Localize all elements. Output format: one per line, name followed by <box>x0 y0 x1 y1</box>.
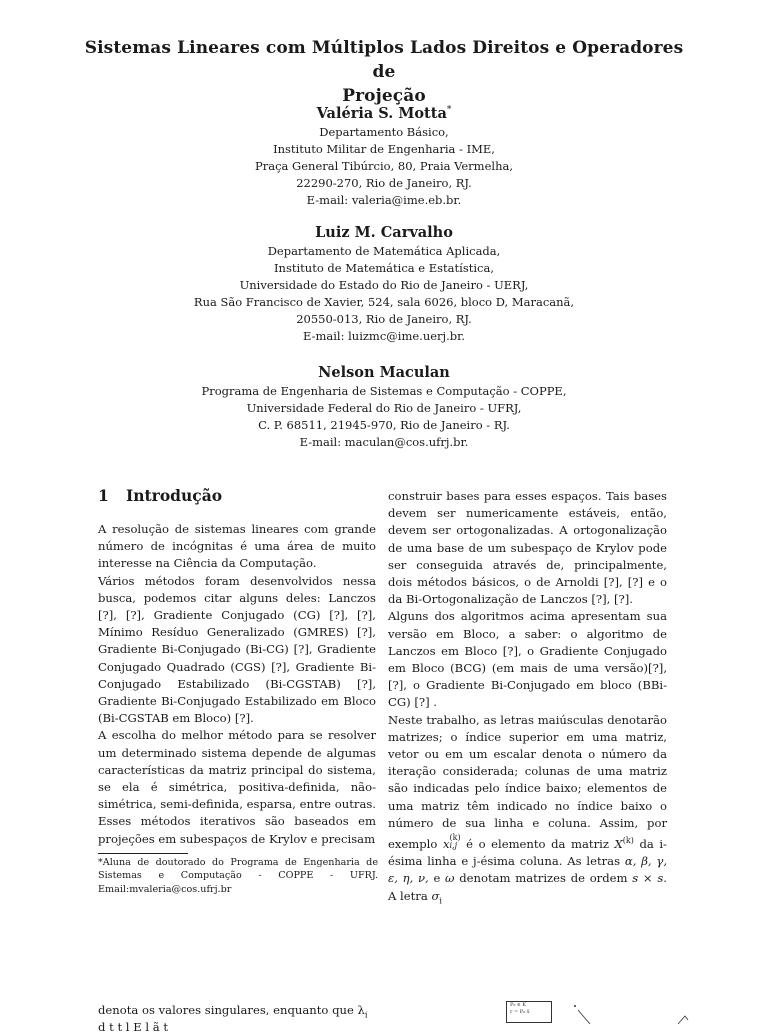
author-name: Valéria S. Motta* <box>316 104 452 122</box>
next-page-text-line: denota os valores singulares, enquanto que $\lambda_i$ <box>98 1003 368 1020</box>
paragraph: A escolha do melhor método para se resolver um determinado sistema depende de algumas características da matriz principal do sistema, se ela é simétrica, positiva-definida, não-simétrica, semi-definida, esparsa, entre outras. Esses métodos iterativos são baseados em projeções em subespaços de Krylov e precisam <box>98 728 376 846</box>
author-block-motta <box>120 100 648 209</box>
author-name: Nelson Maculan <box>318 364 450 381</box>
next-page-figure-box: P₀ ∈ K r = P₀ x̂ <box>506 1001 552 1023</box>
footnote-rule <box>98 853 188 854</box>
footnote: *Aluna de doutorado do Programa de Engenharia de Sistemas e Computação - COPPE - UFRJ. Email:mvaleria@cos.ufrj.br <box>98 857 378 895</box>
paragraph: Alguns dos algoritmos acima apresentam sua versão em Bloco, a saber: o algoritmo de Lanczos em Bloco [?], o Gradiente Conjugado em Bloco (BCG) (em mais de uma versão)[?], [?], o Gradiente Bi-Conjugado em bloco (BBi-CG) [?] . <box>388 609 667 710</box>
next-page-figure-lines <box>560 994 700 1024</box>
author-affiliation: Departamento Básico, Instituto Militar de Engenharia - IME, Praça General Tibúrcio, 80, Praia Vermelha, 22290-270, Rio de Janeiro, RJ. E-mail: valeria@ime.eb.br. <box>255 124 513 207</box>
section-heading <box>98 486 222 505</box>
section-number: 1 <box>98 486 109 505</box>
author-block-maculan <box>120 363 648 451</box>
section-title: Introdução <box>126 486 223 505</box>
paragraph: construir bases para esses espaços. Tais bases devem ser numericamente estáveis, então, devem ser ortogonalizadas. A ortogonalização de uma base de um subespaço de Krylov pode ser conseguida através de, principalmente, dois métodos básicos, o de Arnoldi [?], [?] e o da Bi-Ortogonalização de Lanczos [?], [?]. <box>388 489 667 607</box>
author-block-carvalho <box>120 223 648 345</box>
paragraph: A resolução de sistemas lineares com grande número de incógnitas é uma área de muito interesse na Ciência da Computação. <box>98 522 376 571</box>
title-line-1: Sistemas Lineares com Múltiplos Lados Direitos e Operadores de <box>84 38 684 82</box>
title-line-2: Projeção <box>342 86 426 106</box>
right-column <box>388 488 667 909</box>
next-page-text-line-cut: d t t l E l ã t <box>98 1020 168 1034</box>
notation-paragraph: Neste trabalho, as letras maiúsculas denotarão matrizes; o índice superior em uma matriz, vetor ou em um escalar denota o número da iteração considerada; colunas de uma matriz são indicadas pelo índice baixo; elementos de uma matriz têm indicado no índice baixo o número de sua linha e coluna. Assim, por exemplo x (k) i,j é o elemento da matriz $X^{(k)}$ da i-ésima linha e j-ésima coluna. As letras α, β, γ, ε, η, ν, e ω denotam matrizes de ordem s × s. A letra $\sigma_i$ <box>388 712 668 905</box>
paragraph: Vários métodos foram desenvolvidos nessa busca, podemos citar alguns deles: Lanczos [?], [?], Gradiente Conjugado (CG) [?], [?], Mínimo Resíduo Generalizado (GMRES) [?], Gradiente Bi-Conjugado (Bi-CG) [?], Gradiente Conjugado Quadrado (CGS) [?], Gradiente Bi-Conjugado Estabilizado (Bi-CGSTAB) [?], Gradiente Bi-Conjugado Estabilizado em Bloco (Bi-CGSTAB em Bloco) [?]. <box>98 573 376 726</box>
author-name: Luiz M. Carvalho <box>315 224 453 241</box>
author-affiliation: Departamento de Matemática Aplicada, Instituto de Matemática e Estatística, Universidade do Estado do Rio de Janeiro - UERJ, Rua São Francisco de Xavier, 524, sala 6026, bloco D, Maracanã, 20550-013, Rio de Janeiro, RJ. E-mail: luizmc@ime.uerj.br. <box>193 244 575 343</box>
paper-title <box>80 36 688 108</box>
author-affiliation: Programa de Engenharia de Sistemas e Computação - COPPE, Universidade Federal do Rio de Janeiro - UFRJ, C. P. 68511, 21945-970, Rio de Janeiro - RJ. E-mail: maculan@cos.ufrj.br. <box>201 384 567 449</box>
left-column <box>98 521 376 848</box>
